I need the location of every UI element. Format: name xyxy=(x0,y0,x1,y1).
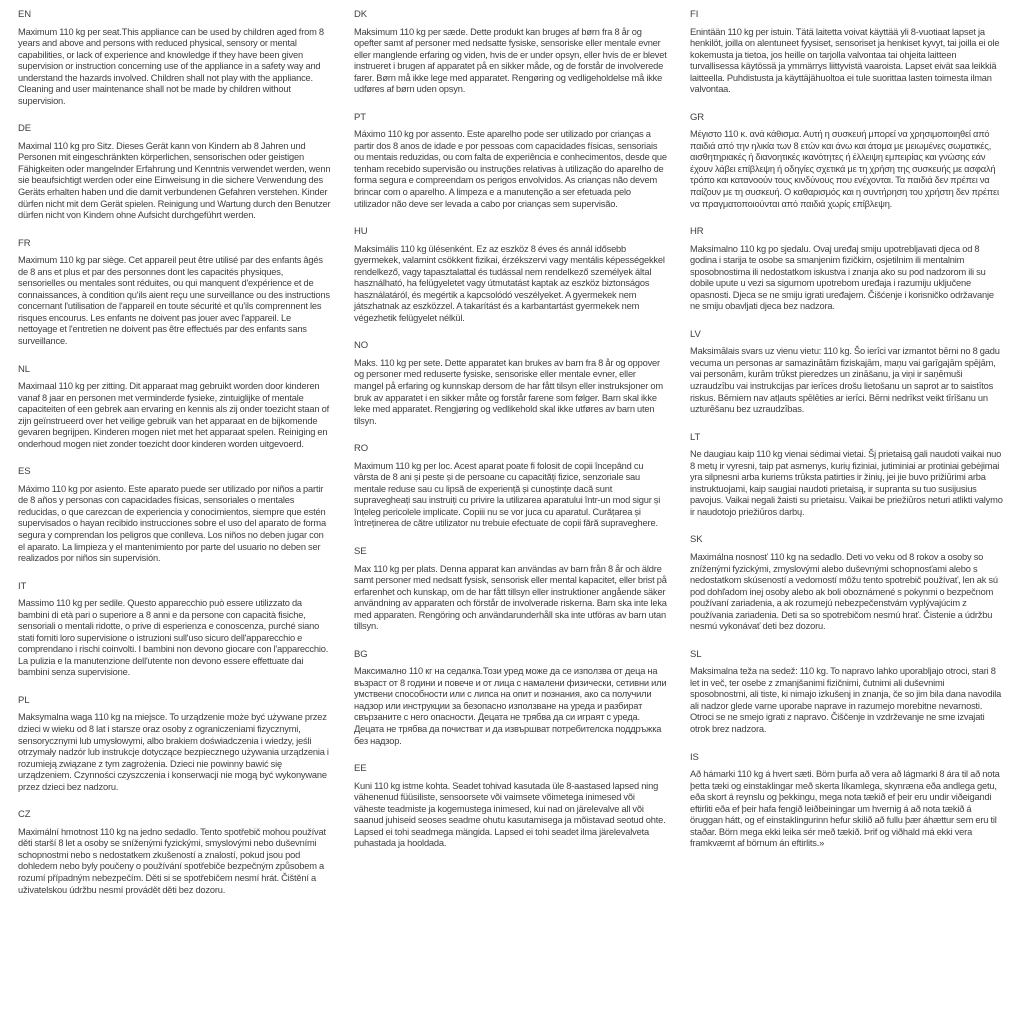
language-code-fi: FI xyxy=(690,9,699,20)
language-code-lv: LV xyxy=(690,328,701,340)
language-code-es: ES xyxy=(18,466,31,478)
column-3 xyxy=(690,9,1003,1024)
section-it xyxy=(18,581,331,679)
language-text-pl: Maksymalna waga 110 kg na miejsce. To urządzenie może być używane przez dzieci w wieku od 8 lat i starsze oraz osoby z ograniczeniami fizycznymi, sensorycznymi lub umysłowymi, albo brakiem doświadczenia i wiedzy, jeśli otrzymały nadzór lub instrukcje dotyczące bezpiecznego używania urządzenia i rozumieją związane z tym zagrożenia. Dzieci nie powinny bawić się urządzeniem. Czynności czyszczenia i konserwacji nie mogą być wykonywane przez dzieci bez nadzoru. xyxy=(18,712,329,792)
section-se xyxy=(354,546,667,633)
section-hu xyxy=(354,226,667,324)
language-text-se: Max 110 kg per plats. Denna apparat kan användas av barn från 8 år och äldre samt personer med nedsatt fysisk, sensorisk eller mental kapacitet, eller brist på erfarenhet och kunskap, om de har fått tillsyn eller instruktioner angående säker användning av apparaten och förstår de involverade riskerna. Barn ska inte leka med apparaten. Rengöring och användarunderhåll ska inte utföras av barn utan tillsyn. xyxy=(354,563,667,632)
language-code-hr: HR xyxy=(690,226,704,238)
language-code-is: IS xyxy=(690,751,699,763)
language-text-is: Að hámarki 110 kg á hvert sæti. Börn þurfa að vera að lágmarki 8 ára til að nota þetta tæki og einstaklingar með skerta líkamlega, skynræna eða andlega getu, eða skort á reynslu og þekkingu, mega nota tækið ef þeir eru undir viðeigandi eftirliti eða ef þeir hafa fengið leiðbeiningar um hvernig á að nota tækið á öruggan hátt, og ef einstaklingurinn hefur skilið að fullu þær áhættur sem eru til staðar. Börn mega ekki leika sér með tækið. Þrif og viðhald má ekki vera framkvæmt af börnum án eftirlits.» xyxy=(690,769,1000,849)
language-text-it: Massimo 110 kg per sedile. Questo apparecchio può essere utilizzato da bambini di età pari o superiore a 8 anni e da persone con capacità fisiche, sensoriali o mentali ridotte, o prive di esperienza e conoscenza, purché siano stati forniti loro supervisione o istruzioni sull'uso sicuro dell'apparecchio e comprendano i rischi coinvolti. I bambini non devono giocare con l'apparecchio. La pulizia e la manutenzione dell'utente non devono essere effettuate dai bambini senza supervisione. xyxy=(18,598,329,678)
language-code-hu: HU xyxy=(354,226,368,238)
language-text-sk: Maximálna nosnosť 110 kg na sedadlo. Deti vo veku od 8 rokov a osoby so zníženými fyzickými, zmyslovými alebo duševnými schopnosťami alebo s nedostatkom skúseností a vedomostí môžu tento spotrebič používať, len ak sú pod dohľadom inej osoby alebo ak boli oboznámené s pokynmi o bezpečnom používaní zariadenia, a ak rozumejú nebezpečenstvám vyplývajúcim z používania zariadenia. Deti sa so spotrebičom nesmú hrať. Čistenie a údržbu nesmú vykonávať deti bez dozoru. xyxy=(690,551,998,632)
language-text-nl: Maximaal 110 kg per zitting. Dit apparaat mag gebruikt worden door kinderen vanaf 8 jaar en personen met verminderde fysieke, zintuiglijke of mentale capaciteiten of een gebrek aan ervaring en kennis als zij onder toezicht staan of zijn geïnstrueerd over het veilige gebruik van het apparaat en de bijkomende gevaren begrijpen. Kinderen mogen niet met het apparaat spelen. Reiniging en onderhoud mogen niet zonder toezicht door kinderen worden uitgevoerd. xyxy=(18,381,329,449)
section-fi xyxy=(690,9,1003,96)
language-text-es: Máximo 110 kg por asiento. Este aparato puede ser utilizado por niños a partir de 8 años y personas con capacidades físicas, sensoriales o mentales reducidas, o que carezcan de experiencia y conocimientos, siempre que estén supervisados o hayan recibido instrucciones sobre el uso del aparato de forma segura y comprendan los peligros que conlleva. Los niños no deben jugar con el aparato. La limpieza y el mantenimiento por parte del usuario no deben ser realizados por niños sin supervisión. xyxy=(18,483,326,564)
language-code-de: DE xyxy=(18,123,31,135)
section-dk xyxy=(354,9,667,96)
section-bg xyxy=(354,649,667,747)
language-text-no: Maks. 110 kg per sete. Dette apparatet kan brukes av barn fra 8 år og oppover og personer med reduserte fysiske, sensoriske eller mentale evner, eller mangel på erfaring og kunnskap dersom de har fått tilsyn eller instruksjoner om bruk av apparatet i en sikker måte og forstår farene som følger. Barn skal ikke leke med apparatet. Rengjøring og vedlikehold skal ikke utføres av barn uten tilsyn. xyxy=(354,357,663,426)
language-code-it: IT xyxy=(18,580,27,592)
language-text-sl: Maksimalna teža na sedež: 110 kg. To napravo lahko uporabljajo otroci, stari 8 let in več, ter osebe z zmanjšanimi fizičnimi, čutnimi ali duševnimi sposobnostmi, ali tiste, ki nimajo izkušenj in znanja, če so jim bila dana navodila ali nadzor glede varne uporabe naprave in razumejo morebitne nevarnosti. Otroci se ne smejo igrati z napravo. Čiščenje in vzdrževanje ne sme izvajati otrok brez nadzora. xyxy=(690,666,1002,735)
language-code-pt: PT xyxy=(354,111,366,123)
section-fr xyxy=(18,238,331,348)
section-es xyxy=(18,466,331,564)
language-text-fi: Enintään 110 kg per istuin. Tätä laitetta voivat käyttää yli 8-vuotiaat lapset ja henkilöt, joilla on alentuneet fyysiset, sensoriset ja henkiset kyvyt, tai joilla ei ole kokemusta ja tietoa, jos heille on tarjolla valvontaa tai ohjeita laitteen turvallisessa käytössä ja ymmärrys liittyvistä vaaroista. Lapset eivät saa leikkiä laitteella. Puhdistusta ja käyttäjähuoltoa ei tule suorittaa lasten toimesta ilman valvontaa. xyxy=(690,26,1000,95)
language-text-lt: Ne daugiau kaip 110 kg vienai sėdimai vietai. Šį prietaisą gali naudoti vaikai nuo 8 metų ir vyresni, taip pat asmenys, kurių fiziniai, jutiminiai ar protiniai gebėjimai yra silpnesni arba kuriems trūksta patirties ir žinių, jei jie buvo prižiūrimi arba instruktuojami, kaip saugiai naudoti prietaisą, ir supranta su tuo susijusius pavojus. Vaikai negali žaisti su prietaisu. Vaikai be priežiūros neturi atlikti valymo ir naudotojo priežiūros darbų. xyxy=(690,449,1003,517)
language-text-gr: Μέγιστο 110 κ. ανά κάθισμα. Αυτή η συσκευή μπορεί να χρησιμοποιηθεί από παιδιά από την ηλικία των 8 ετών και άνω και άτομα με μειωμένες σωματικές, αισθητηριακές ή διανοητικές ικανότητες ή έλλειψη εμπειρίας και γνώσης εάν έχουν λάβει επίβλεψη ή οδηγίες σχετικά με τη χρήση της συσκευής με ασφαλή τρόπο και κατανοούν τους κινδύνους που ενέχονται. Τα παιδιά δεν πρέπει να παίζουν με τη συσκευή. Ο καθαρισμός και η συντήρηση του χρήστη δεν πρέπει να πραγματοποιούνται από παιδιά χωρίς επίβλεψη. xyxy=(690,129,999,209)
section-pt xyxy=(354,112,667,210)
language-text-hu: Maksimális 110 kg ülésenként. Ez az eszköz 8 éves és annál idősebb gyermekek, valamint csökkent fizikai, érzékszervi vagy mentális képességekkel rendelkező, vagy tapasztalattal és tudással nem rendelkező személyek által használható, ha felügyeletet vagy útmutatást kaptak az eszköz biztonságos használatáról, és megértik a kapcsolódó veszélyeket. A gyermekek nem játszhatnak az eszközzel. A takarítást és a karbantartást gyermekek nem végezhetik felügyelet nélkül. xyxy=(354,243,665,323)
language-code-pl: PL xyxy=(18,694,30,706)
language-code-sl: SL xyxy=(690,648,702,660)
section-no xyxy=(354,340,667,427)
language-text-en: Maximum 110 kg per seat.This appliance can be used by children aged from 8 years and above and persons with reduced physical, sensory or mental capabilities, or lack of experience and knowledge if they have been given supervision or instruction concerning use of the appliance in a safety way and understand the hazards involved. Children shall not play with the appliance. Cleaning and user maintenance shall not be made by children without supervision. xyxy=(18,26,324,106)
section-gr xyxy=(690,112,1003,210)
section-ro xyxy=(354,443,667,530)
language-code-sk: SK xyxy=(690,534,703,546)
language-text-ro: Maximum 110 kg per loc. Acest aparat poate fi folosit de copii începând cu vârsta de 8 ani și peste și de persoane cu capacități fizice, senzoriale sau mentale reduse sau cu lipsă de experiență și cunoștințe dacă sunt supravegheați sau instruiți cu privire la utilizarea aparatului într-un mod sigur și înțeleg pericolele implicate. Copiii nu se vor juca cu aparatul. Curățarea și întreținerea de către utilizator nu trebuie efectuate de copii fără supraveghere. xyxy=(354,460,661,529)
language-text-de: Maximal 110 kg pro Sitz. Dieses Gerät kann von Kindern ab 8 Jahren und Personen mit eingeschränkten körperlichen, sensorischen oder geistigen Fähigkeiten oder mangelnder Erfahrung und Kenntnis verwendet werden, wenn sie beaufsichtigt werden oder eine Einweisung in die sichere Verwendung des Geräts erhalten haben und die damit verbundenen Gefahren verstehen. Kinder dürfen nicht mit dem Gerät spielen. Reinigung und Wartung durch den Benutzer dürfen nicht von Kindern ohne Aufsicht durchgeführt werden. xyxy=(18,140,331,221)
language-code-ee: EE xyxy=(354,763,367,775)
language-text-cz: Maximální hmotnost 110 kg na jedno sedadlo. Tento spotřebič mohou používat děti starší 8 let a osoby se sníženými fyzickými, smyslovými nebo duševními schopnostmi nebo s nedostatkem zkušeností a znalostí, pokud jsou pod dohledem nebo byly poučeny o používání spotřebiče bezpečným způsobem a rozumí případným nebezpečím. Děti si se spotřebičem nesmí hrát. Čištění a uživatelskou údržbu nesmí provádět děti bez dozoru. xyxy=(18,826,326,895)
language-code-dk: DK xyxy=(354,9,367,20)
language-text-dk: Maksimum 110 kg per sæde. Dette produkt kan bruges af børn fra 8 år og opefter samt af personer med nedsatte fysiske, sensoriske eller mentale evner eller manglende erfaring og viden, hvis de er under opsyn, eller hvis de er blevet instrueret i brugen af apparatet på en sikker måde, og de forstår de involverede farer. Børn må ikke lege med apparatet. Rengøring og vedligeholdelse må ikke udføres af børn uden opsyn. xyxy=(354,26,667,95)
section-is xyxy=(690,752,1003,850)
section-en xyxy=(18,9,331,107)
language-code-lt: LT xyxy=(690,431,701,443)
section-sl xyxy=(690,649,1003,736)
language-code-gr: GR xyxy=(690,111,705,123)
language-text-lv: Maksimālais svars uz vienu vietu: 110 kg. Šo ierīci var izmantot bērni no 8 gadu vecuma un personas ar samazinātām fiziskajām, maņu vai garīgajām spējām, vai personām, kurām trūkst pieredzes un zināšanu, ja viņi ir saņēmuši uzraudzību vai instrukcijas par ierīces drošu lietošanu un saprot ar to saistītos riskus. Bērniem nav atļauts spēlēties ar ierīci. Bērni nedrīkst veikt tīrīšanu un uzturēšanu bez uzraudzības. xyxy=(690,346,1000,415)
language-code-en: EN xyxy=(18,9,31,20)
section-hr xyxy=(690,226,1003,313)
section-sk xyxy=(690,534,1003,632)
language-text-ee: Kuni 110 kg istme kohta. Seadet tohivad kasutada üle 8-aastased lapsed ning vähenenud füüsiliste, sensoorsete või vaimsete võimetega inimesed või väheste teadmiste ja kogemustega inimesed, kui nad on järelevalve all või saanud juhiseid seoses seadme ohutu kasutamisega ja mõistavad seotud ohte. Lapsed ei tohi seadmega mängida. Lapsed ei tohi seadet ilma järelevalveta puhastada ja hooldada. xyxy=(354,780,666,849)
language-code-ro: RO xyxy=(354,443,369,455)
section-de xyxy=(18,123,331,221)
section-lt xyxy=(690,432,1003,519)
section-cz xyxy=(18,809,331,896)
language-code-no: NO xyxy=(354,340,369,352)
column-2 xyxy=(354,9,667,1024)
section-lv xyxy=(690,329,1003,416)
language-text-bg: Максимално 110 кг на седалка.Този уред може да се използва от деца на възраст от 8 години и повече и от лица с намалени физически, сетивни или умствени способности или с липса на опит и познания, ако са получили надзор или инструкции за безопасно използване на уреда и разбират свързаните с него опасности. Децата не трябва да си играят с уреда. Децата не трябва да почистват и да извършват потребителска поддръжка без надзор. xyxy=(354,666,667,746)
language-code-bg: BG xyxy=(354,648,368,660)
language-code-nl: NL xyxy=(18,363,30,375)
section-nl xyxy=(18,364,331,451)
section-pl xyxy=(18,695,331,793)
language-code-cz: CZ xyxy=(18,809,31,821)
language-text-pt: Máximo 110 kg por assento. Este aparelho pode ser utilizado por crianças a partir dos 8 anos de idade e por pessoas com capacidades físicas, sensoriais ou mentais reduzidas, ou com falta de experiência e conhecimentos, desde que tenham recebido supervisão ou instruções relativas à utilização do aparelho de forma segura e compreendam os perigos envolvidos. As crianças não devem brincar com o aparelho. A limpeza e a manutenção a ser efetuada pelo utilizador não deve ser levada a cabo por crianças sem supervisão. xyxy=(354,129,667,209)
language-code-fr: FR xyxy=(18,237,31,249)
language-code-se: SE xyxy=(354,546,367,557)
column-1 xyxy=(18,9,331,1024)
language-text-hr: Maksimalno 110 kg po sjedalu. Ovaj uređaj smiju upotrebljavati djeca od 8 godina i starija te osobe sa smanjenim fizičkim, osjetilnim ili mentalnim sposobnostima ili nedostatkom iskustva i znanja ako su pod nadzorom ili su dobile upute u vezi sa sigurnom upotrebom uređaja i razumiju uključene opasnosti. Djeca se ne smiju igrati uređajem. Čišćenje i korisničko održavanje ne smiju obavljati djeca bez nadzora. xyxy=(690,243,994,312)
section-ee xyxy=(354,763,667,850)
language-text-fr: Maximum 110 kg par siège. Cet appareil peut être utilisé par des enfants âgés de 8 ans et plus et par des personnes dont les capacités physiques, sensorielles ou mentales sont réduites, ou qui manquent d'expérience et de connaissances, à condition qu'ils aient reçu une surveillance ou des instructions concernant l'utilisation de l'appareil en toute sécurité et qu'ils comprennent les risques encourus. Les enfants ne doivent pas jouer avec l'appareil. Le nettoyage et l'entretien ne doivent pas être effectués par des enfants sans surveillance. xyxy=(18,255,330,346)
